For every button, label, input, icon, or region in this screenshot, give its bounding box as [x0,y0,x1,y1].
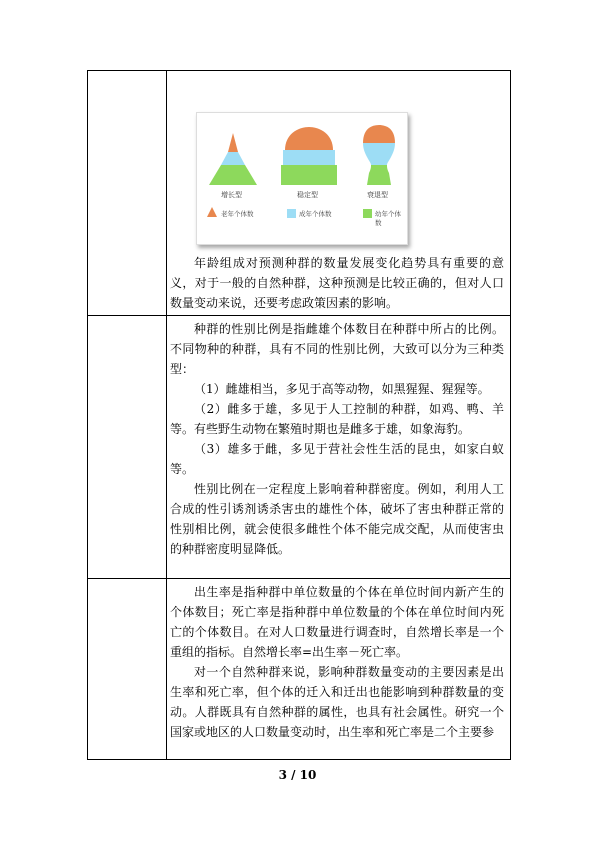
legend-blue-square [287,209,296,218]
table-row-divider-2 [87,578,511,579]
section-birth-death-rate [170,582,504,742]
paragraph: 种群的性别比例是指雌雄个体数目在种群中所占的比例。不同物种的种群，具有不同的性别比例，大致可以分为三种类型： [170,322,504,376]
pyramid-growth-label: 增长型 [221,191,242,199]
paragraph: （1）雌雄相当，多见于高等动物，如黑猩猩、猩猩等。 [194,382,490,396]
pyramid-decline-label: 衰退型 [367,191,388,199]
paragraph: 对一个自然种群来说，影响种群数量变动的主要因素是出生率和死亡率，但个体的迁入和迁出也能影响到种群数量的变动。人群既具有自然种群的属性，也具有社会属性。研究一个国家或地区的人口数量变动时，出生率和死亡率是二个主要参 [170,665,504,739]
pyramid-decline-orange [363,125,395,143]
legend-orange-triangle [207,207,217,217]
table-column-divider [166,70,167,760]
pyramid-stable-label: 稳定型 [297,191,318,199]
pyramid-decline-blue [363,143,395,165]
age-structure-figure [196,112,408,245]
section-sex-ratio [170,319,504,559]
legend-label-old: 老年个体数 [221,210,254,218]
pyramid-growth-blue [221,152,245,165]
pyramid-growth-orange [228,133,238,152]
pyramid-decline-green [367,165,391,185]
paragraph: 性别比例在一定程度上影响着种群密度。例如，利用人工合成的性引诱剂诱杀害虫的雄性个体，破坏了害虫种群正常的性别相比例，就会使很多雌性个体不能完成交配，从而使害虫的种群密度明显降低。 [170,482,504,556]
pyramid-stable-orange [285,127,333,150]
pyramid-stable-blue [283,150,335,165]
pyramid-stable-green [281,165,337,185]
legend-green-square [363,209,372,218]
paragraph: （2）雌多于雄，多见于人工控制的种群，如鸡、鸭、羊等。有些野生动物在繁殖时期也是雌多于雄，如象海豹。 [170,402,504,436]
paragraph: 出生率是指种群中单位数量的个体在单位时间内新产生的个体数目；死亡率是指种群中单位数量的个体在单位时间内死亡的个体数目。在对人口数量进行调查时，自然增长率是一个重组的指标。自然增长率=出生率－死亡率。 [170,585,504,659]
legend-label-adult: 成年个体数 [299,210,332,218]
pyramid-growth-green [209,165,257,185]
paragraph: （3）雄多于雌，多见于营社会性生活的昆虫，如家白蚁等。 [170,442,504,476]
table-row-divider-1 [87,315,511,316]
page-number: 3 / 10 [278,768,317,782]
section-age-structure [170,253,504,313]
legend-label-young: 幼年个体数 [375,210,401,227]
paragraph: 年龄组成对预测种群的数量发展变化趋势具有重要的意义，对于一般的自然种群，这种预测是比较正确的，但对人口数量变动来说，还要考虑政策因素的影响。 [170,256,504,310]
